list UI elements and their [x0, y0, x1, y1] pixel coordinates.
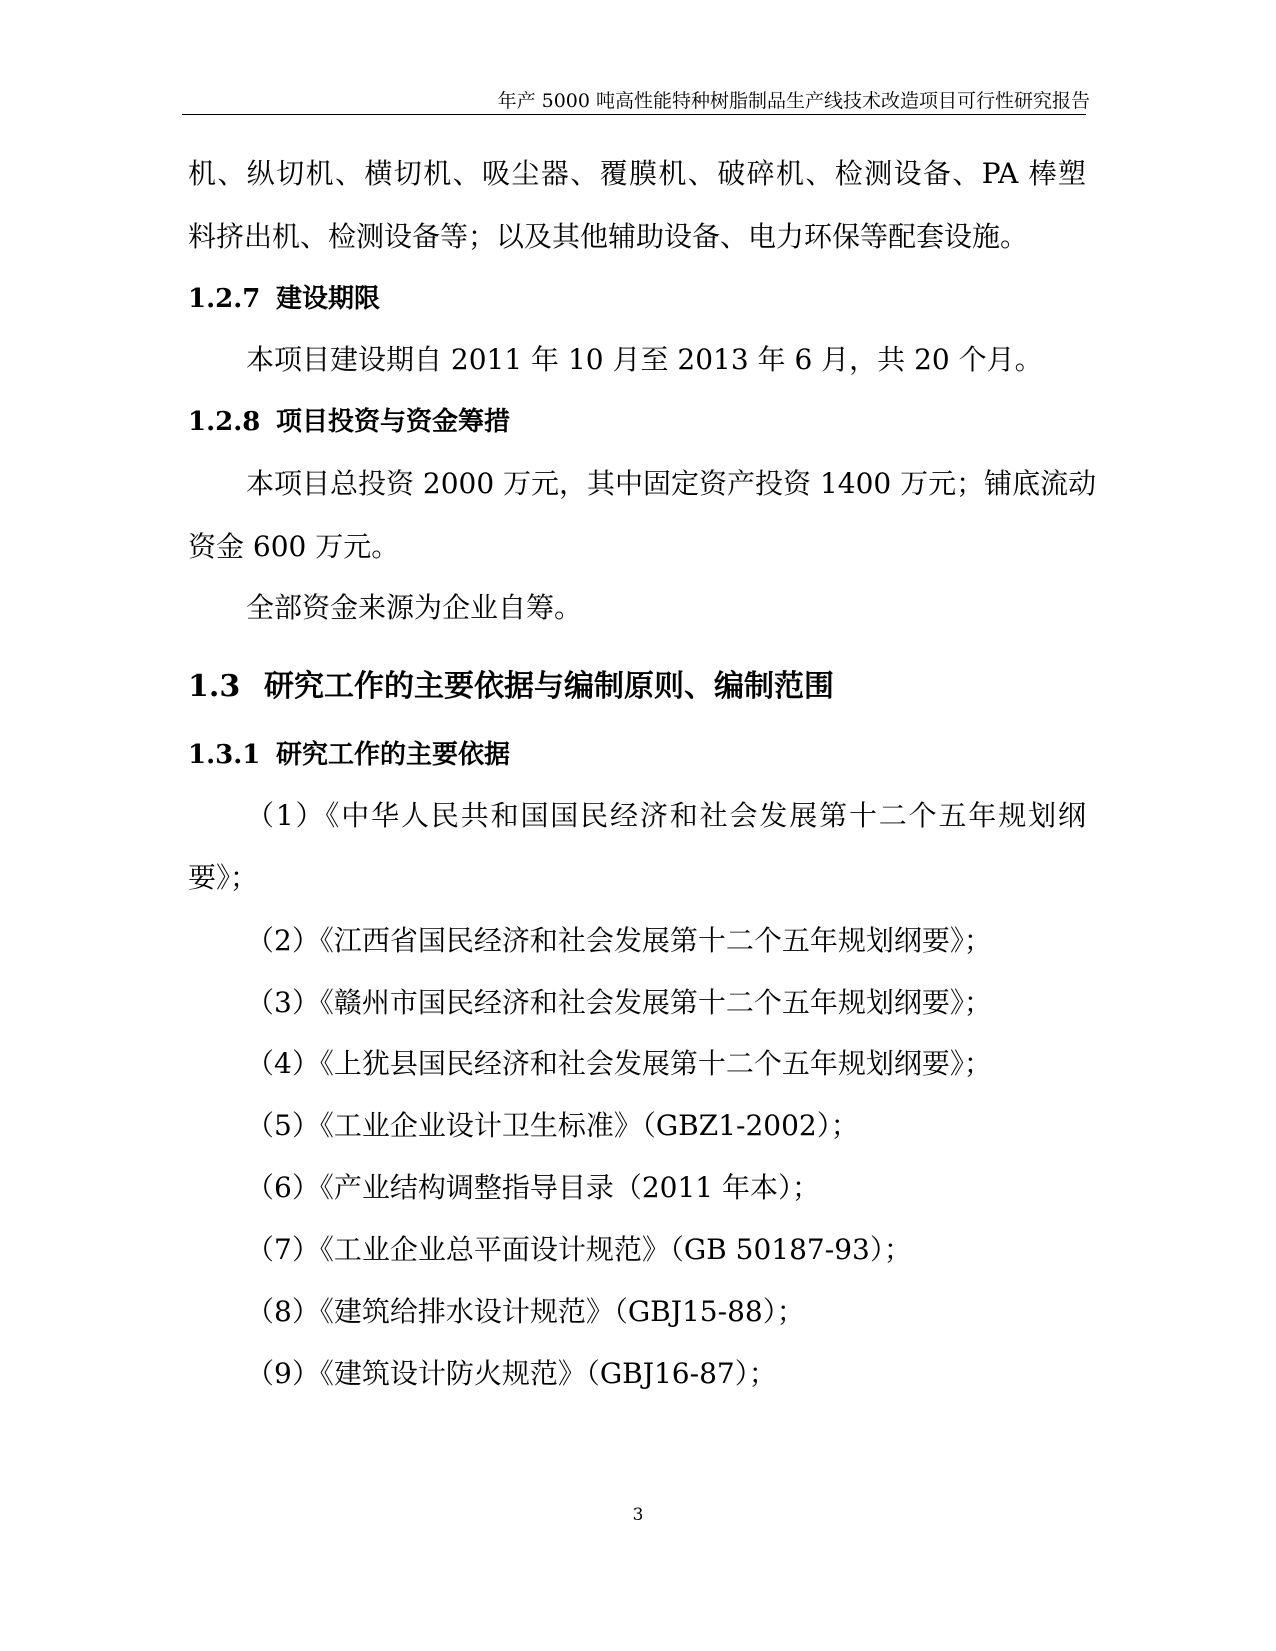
paragraph-line: 本项目建设期自 2011 年 10 月至 2013 年 6 月，共 20 个月。 [246, 343, 1043, 376]
section-heading-1-2-8 [188, 404, 510, 440]
basis-list-item: （4）《上犹县国民经济和社会发展第十二个五年规划纲要》； [246, 1047, 992, 1080]
page-header-title: 年产 5000 吨高性能特种树脂制品生产线技术改造项目可行性研究报告 [497, 90, 1090, 112]
basis-list-item: （2）《江西省国民经济和社会发展第十二个五年规划纲要》； [246, 924, 992, 957]
paragraph-line: 机、纵切机、横切机、吸尘器、覆膜机、破碎机、检测设备、PA 棒塑 [188, 157, 1086, 190]
section-heading-1-3-1 [188, 737, 510, 773]
section-number: 1.3 [188, 669, 241, 704]
section-number: 1.2.8 [188, 407, 261, 437]
paragraph-line: 资金 600 万元。 [188, 530, 400, 563]
section-title: 研究工作的主要依据与编制原则、编制范围 [264, 669, 834, 704]
basis-list-item: （1）《中华人民共和国国民经济和社会发展第十二个五年规划纲 [246, 799, 1086, 832]
basis-list-item: （9）《建筑设计防火规范》（GBJ16-87）； [246, 1357, 777, 1390]
basis-list-item: （3）《赣州市国民经济和社会发展第十二个五年规划纲要》； [246, 986, 992, 1019]
basis-list-item: 要》； [188, 861, 259, 894]
basis-list-item: （7）《工业企业总平面设计规范》（GB 50187-93）； [246, 1233, 912, 1266]
basis-list-item: （6）《产业结构调整指导目录（2011 年本）； [246, 1171, 820, 1204]
basis-list-item: （5）《工业企业设计卫生标准》（GBZ1-2002）； [246, 1109, 859, 1142]
section-title: 项目投资与资金筹措 [276, 407, 511, 437]
paragraph-line: 全部资金来源为企业自筹。 [246, 591, 583, 624]
header-divider [182, 114, 1086, 115]
section-number: 1.3.1 [188, 740, 261, 770]
section-heading-1-3 [188, 667, 834, 707]
basis-list-item: （8）《建筑给排水设计规范》（GBJ15-88）； [246, 1295, 805, 1328]
section-title: 研究工作的主要依据 [276, 740, 511, 770]
paragraph-line: 料挤出机、检测设备等；以及其他辅助设备、电力环保等配套设施。 [188, 220, 1029, 253]
section-number: 1.2.7 [188, 284, 261, 314]
page-number: 3 [632, 1505, 644, 1525]
paragraph-line: 本项目总投资 2000 万元，其中固定资产投资 1400 万元；铺底流动 [246, 467, 1097, 500]
section-heading-1-2-7 [188, 281, 380, 317]
section-title: 建设期限 [276, 284, 381, 314]
